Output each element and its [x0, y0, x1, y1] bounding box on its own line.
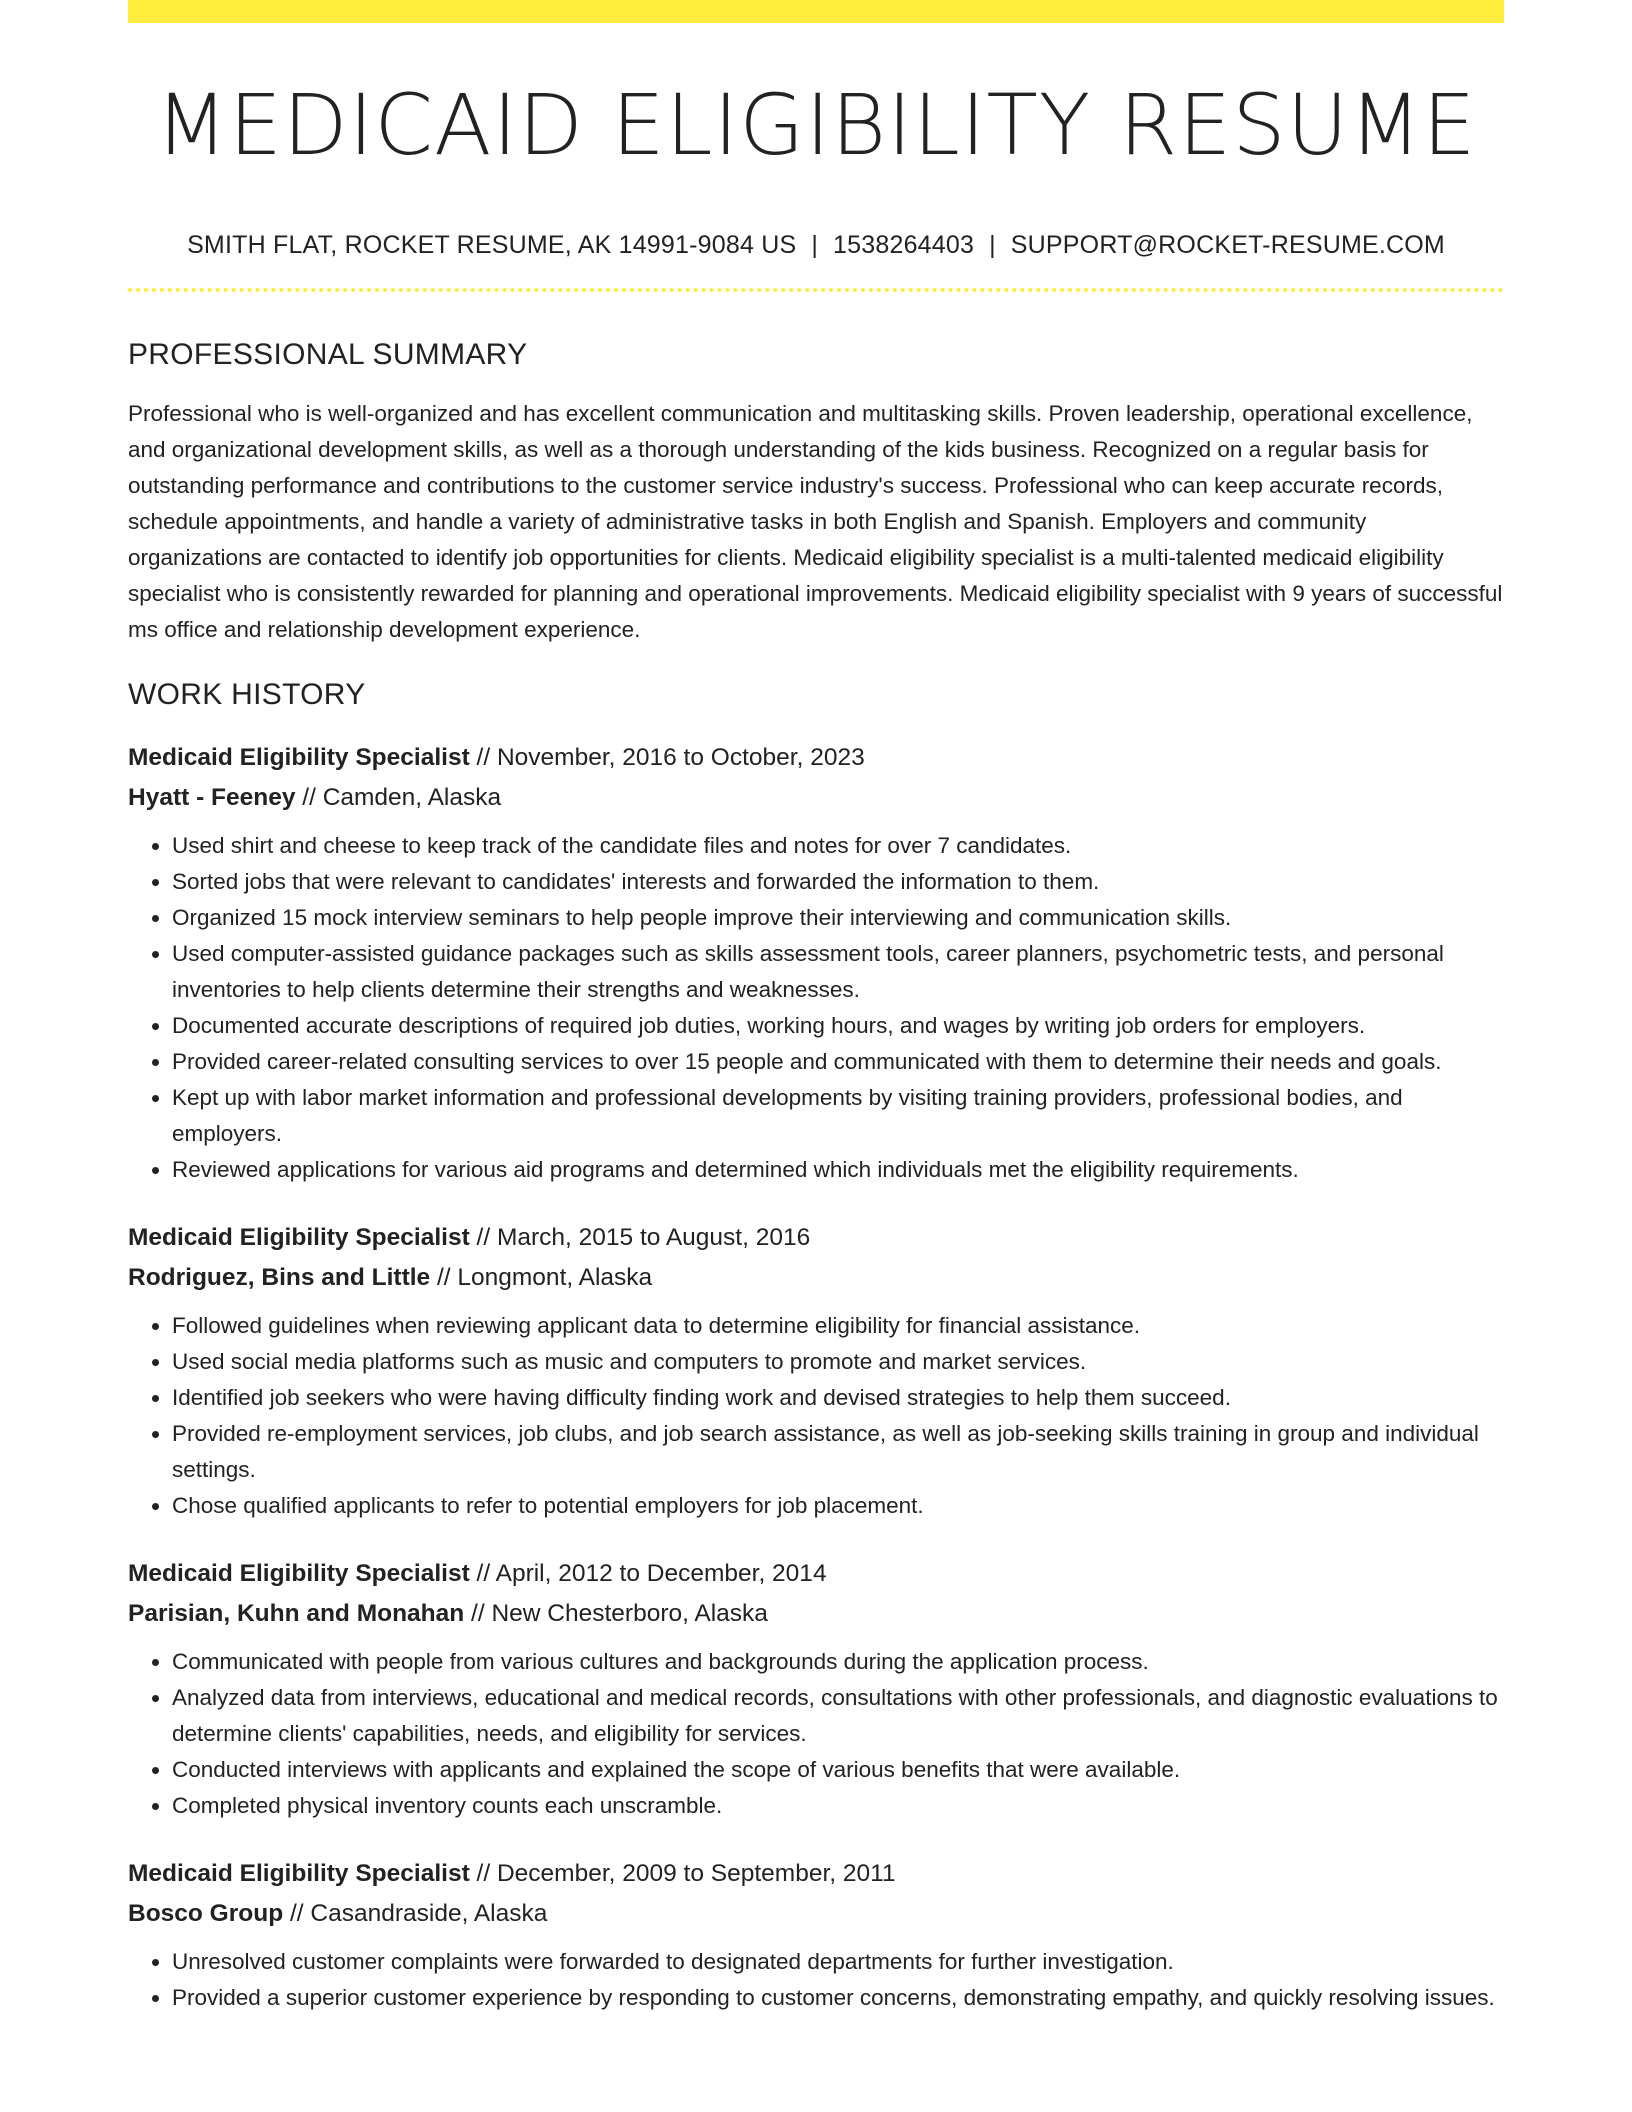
- job-bullet-list: [128, 1308, 1504, 1524]
- job-entry: [128, 1218, 1504, 1524]
- job-bullet: • Kept up with labor market information and professional developments by visiting training providers, professional bodies, and employers.: [172, 1080, 1504, 1152]
- job-bullet: • Documented accurate descriptions of required job duties, working hours, and wages by writing job orders for employers.: [172, 1008, 1504, 1044]
- job-bullet: • Unresolved customer complaints were forwarded to designated departments for further investigation.: [172, 1944, 1504, 1980]
- job-bullet: • Reviewed applications for various aid programs and determined which individuals met the eligibility requirements.: [172, 1152, 1504, 1188]
- job-role: Medicaid Eligibility Specialist: [128, 1560, 470, 1587]
- job-entry: [128, 738, 1504, 1188]
- job-bullet: • Used computer-assisted guidance packages such as skills assessment tools, career planners, psychometric tests, and personal inventories to help clients determine their strengths and weaknesses.: [172, 936, 1504, 1008]
- job-bullet: • Used social media platforms such as music and computers to promote and market services.: [172, 1344, 1504, 1380]
- job-role: Medicaid Eligibility Specialist: [128, 1860, 470, 1887]
- job-bullet: • Provided career-related consulting services to over 15 people and communicated with them to determine their needs and goals.: [172, 1044, 1504, 1080]
- header-divider: [128, 288, 1504, 292]
- job-company: Parisian, Kuhn and Monahan: [128, 1600, 465, 1627]
- job-company-line: [128, 778, 1504, 818]
- resume-title: MEDICAID ELIGIBILITY RESUME: [155, 76, 1477, 174]
- job-bullet: • Completed physical inventory counts each unscramble.: [172, 1788, 1504, 1824]
- contact-line: [128, 231, 1504, 260]
- job-dates: // April, 2012 to December, 2014: [469, 1560, 827, 1587]
- job-bullet-list: [128, 828, 1504, 1188]
- job-role: Medicaid Eligibility Specialist: [128, 1224, 470, 1251]
- job-dates: // December, 2009 to September, 2011: [469, 1860, 896, 1887]
- job-entry: [128, 1554, 1504, 1824]
- job-role-line: [128, 738, 1504, 778]
- job-bullet: • Organized 15 mock interview seminars to help people improve their interviewing and communication skills.: [172, 900, 1504, 936]
- job-entry: [128, 1854, 1504, 2016]
- job-company-line: [128, 1258, 1504, 1298]
- job-dates: // March, 2015 to August, 2016: [469, 1224, 811, 1251]
- job-bullet: • Sorted jobs that were relevant to candidates' interests and forwarded the information to them.: [172, 864, 1504, 900]
- job-bullet: • Analyzed data from interviews, educational and medical records, consultations with other professionals, and diagnostic evaluations to determine clients' capabilities, needs, and eligibility for services.: [172, 1680, 1504, 1752]
- job-bullet: • Used shirt and cheese to keep track of the candidate files and notes for over 7 candidates.: [172, 828, 1504, 864]
- job-location: // Longmont, Alaska: [430, 1264, 653, 1291]
- contact-separator: |: [989, 231, 996, 259]
- contact-separator: |: [811, 231, 819, 259]
- job-role-line: [128, 1554, 1504, 1594]
- job-bullet: • Communicated with people from various cultures and backgrounds during the application process.: [172, 1644, 1504, 1680]
- job-bullet: • Conducted interviews with applicants and explained the scope of various benefits that were available.: [172, 1752, 1504, 1788]
- job-company: Bosco Group: [128, 1900, 284, 1927]
- job-bullet-list: [128, 1644, 1504, 1824]
- job-role: Medicaid Eligibility Specialist: [128, 744, 470, 771]
- job-company-line: [128, 1594, 1504, 1634]
- job-company: Rodriguez, Bins and Little: [128, 1264, 431, 1291]
- contact-email[interactable]: SUPPORT@ROCKET-RESUME.COM: [1010, 231, 1445, 259]
- top-accent-bar: [128, 0, 1504, 23]
- job-location: // New Chesterboro, Alaska: [464, 1600, 768, 1627]
- job-role-line: [128, 1218, 1504, 1258]
- summary-heading: PROFESSIONAL SUMMARY: [128, 338, 528, 371]
- job-bullet: • Chose qualified applicants to refer to potential employers for job placement.: [172, 1488, 1504, 1524]
- job-bullet: • Provided re-employment services, job clubs, and job search assistance, as well as job-seeking skills training in group and individual settings.: [172, 1416, 1504, 1488]
- job-bullet: • Followed guidelines when reviewing applicant data to determine eligibility for financial assistance.: [172, 1308, 1504, 1344]
- resume-page: [128, 0, 1504, 2016]
- job-bullet: • Identified job seekers who were having difficulty finding work and devised strategies to help them succeed.: [172, 1380, 1504, 1416]
- job-bullet: • Provided a superior customer experience by responding to customer concerns, demonstrating empathy, and quickly resolving issues.: [172, 1980, 1504, 2016]
- contact-address: SMITH FLAT, ROCKET RESUME, AK 14991-9084 US: [187, 231, 797, 259]
- job-company-line: [128, 1894, 1504, 1934]
- contact-phone[interactable]: 1538264403: [833, 231, 975, 259]
- summary-paragraph: Professional who is well-organized and has excellent communication and multitasking skills. Proven leadership, operational excellence, and organizational development skills, as well as a thorough understanding of the kids business. Recognized on a regular basis for outstanding performance and contributions to the customer service industry's success. Professional who can keep accurate records, schedule appointments, and handle a variety of administrative tasks in both English and Spanish. Employers and community organizations are contacted to identify job opportunities for clients. Medicaid eligibility specialist is a multi-talented medicaid eligibility specialist who is consistently rewarded for planning and operational improvements. Medicaid eligibility specialist with 9 years of successful ms office and relationship development experience.: [128, 401, 1503, 642]
- job-company: Hyatt - Feeney: [128, 784, 296, 811]
- job-bullet-list: [128, 1944, 1504, 2016]
- job-role-line: [128, 1854, 1504, 1894]
- job-location: // Camden, Alaska: [295, 784, 502, 811]
- work-history-list: [128, 738, 1504, 2016]
- job-location: // Casandraside, Alaska: [283, 1900, 548, 1927]
- job-dates: // November, 2016 to October, 2023: [469, 744, 865, 771]
- work-history-heading: WORK HISTORY: [128, 678, 366, 711]
